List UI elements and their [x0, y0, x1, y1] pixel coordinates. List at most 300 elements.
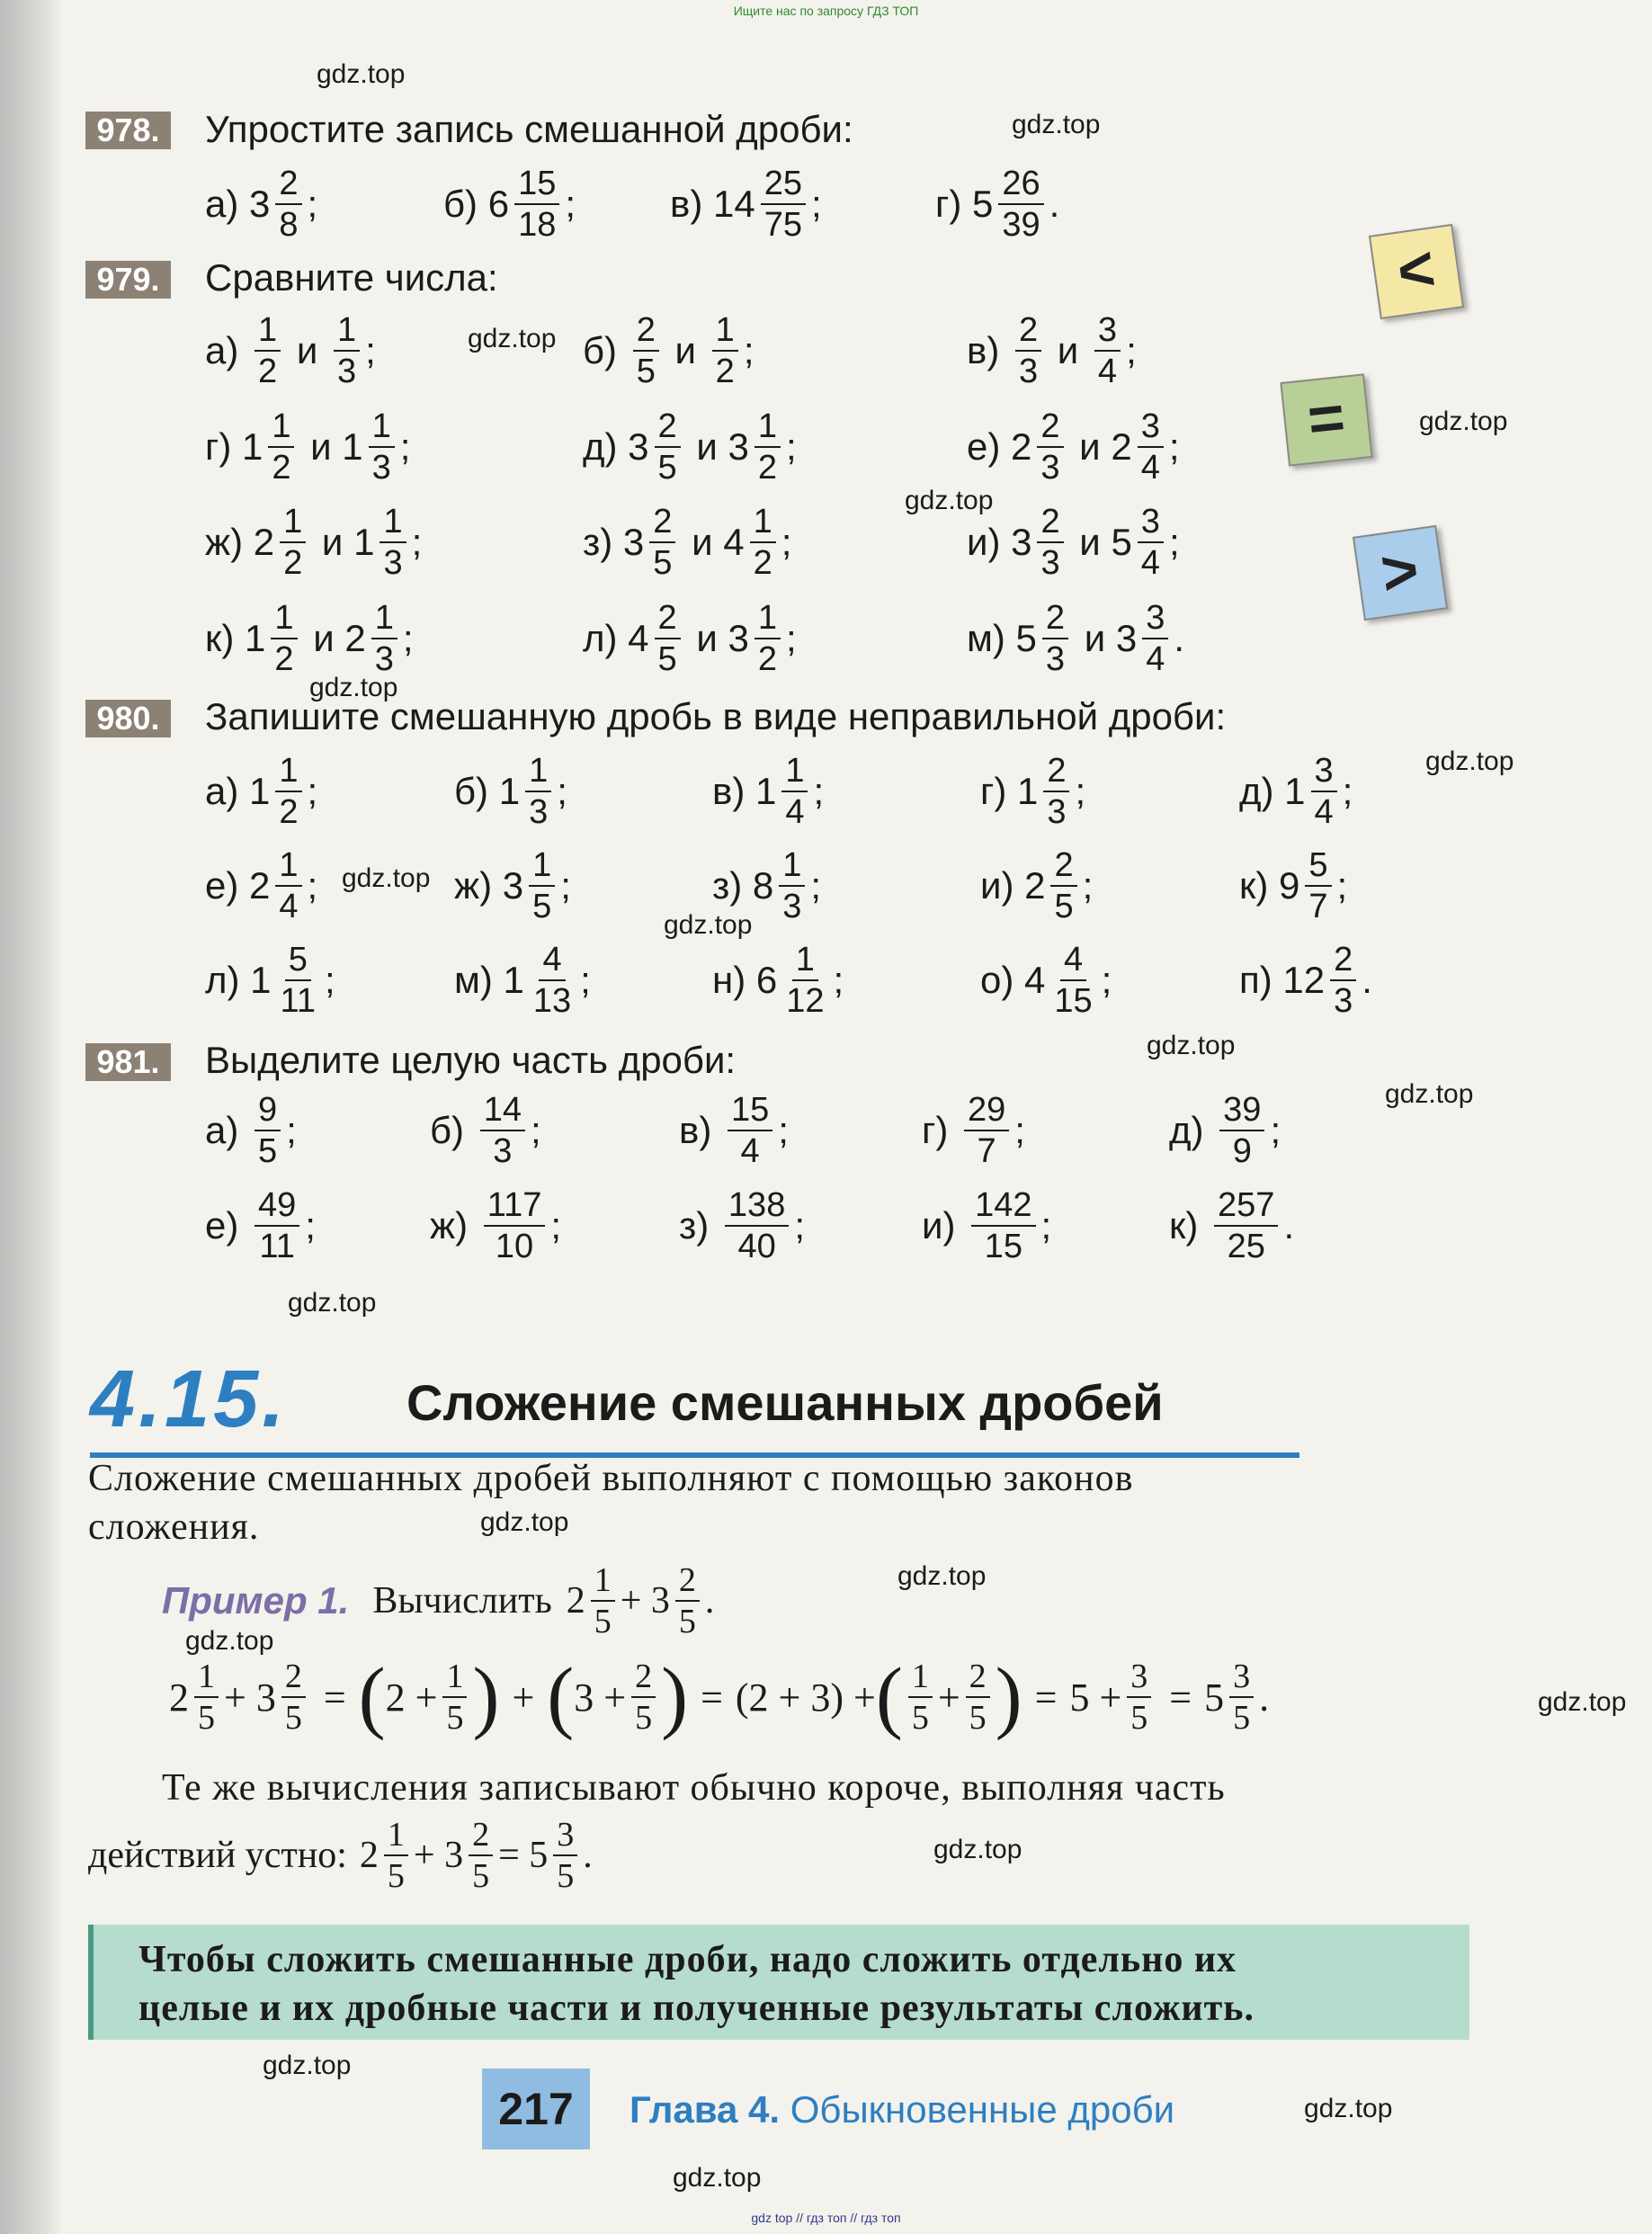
- punctuation: ;: [550, 1204, 562, 1247]
- fraction: [655, 407, 681, 487]
- item-label: л): [205, 959, 251, 1001]
- rule-line-1: Чтобы сложить смешанные дроби, надо сложить отдельно их: [138, 1939, 1237, 1980]
- item-label: з): [712, 864, 753, 907]
- denominator: 3: [529, 793, 549, 831]
- numerator: 9: [254, 1090, 281, 1131]
- exercise-item: [1169, 1090, 1281, 1171]
- numerator: 2: [649, 502, 675, 543]
- denominator: 2: [258, 353, 278, 390]
- less-than-card: <: [1369, 224, 1464, 319]
- numerator: 1: [371, 598, 397, 639]
- denominator: 3: [371, 449, 391, 487]
- denominator: 3: [493, 1132, 513, 1170]
- denominator: 5: [653, 544, 673, 582]
- item-label: б): [443, 183, 488, 225]
- denominator: 40: [737, 1228, 776, 1265]
- whole-part: 1: [249, 770, 271, 812]
- numerator: 5: [1305, 845, 1331, 887]
- denominator: 2: [272, 449, 291, 487]
- whole-part: 2: [253, 521, 275, 563]
- fraction: [275, 845, 301, 926]
- item-label: ж): [454, 864, 503, 907]
- section-title: Сложение смешанных дробей: [406, 1374, 1164, 1431]
- conjunction: и: [1047, 329, 1089, 371]
- top-note: Ищите нас по запросу ГДЗ ТОП: [733, 4, 919, 18]
- fraction: [275, 751, 301, 832]
- watermark: gdz.top: [185, 1626, 274, 1656]
- watermark: gdz.top: [1385, 1079, 1474, 1109]
- fraction: [779, 845, 805, 926]
- numerator: 1: [275, 751, 301, 792]
- denominator: 3: [383, 544, 403, 582]
- rule-line-2: целые и их дробные части и полученные результаты сложить.: [138, 1988, 1255, 2029]
- whole-part: 4: [1024, 959, 1046, 1001]
- exercise-title: Выделите целую часть дроби:: [205, 1039, 737, 1081]
- punctuation: ;: [785, 617, 797, 659]
- exercise-number: 979.: [85, 261, 171, 299]
- punctuation: ;: [813, 770, 825, 812]
- numerator: 2: [275, 164, 301, 205]
- item-label: з): [679, 1204, 719, 1247]
- greater-than-card: >: [1353, 525, 1448, 621]
- denominator: 3: [1040, 544, 1060, 582]
- punctuation: ;: [781, 521, 792, 563]
- fraction: [971, 1185, 1035, 1266]
- fraction: [964, 1090, 1009, 1171]
- denominator: 2: [279, 793, 299, 831]
- exercise-item: [583, 598, 797, 679]
- exercise-item: [454, 845, 571, 926]
- watermark: gdz.top: [288, 1288, 377, 1318]
- whole-part: 1: [250, 959, 272, 1001]
- chapter-title: Обыкновенные дроби: [790, 2088, 1175, 2131]
- numerator: 1: [268, 407, 294, 448]
- denominator: 3: [374, 640, 394, 678]
- equals-card: =: [1280, 373, 1372, 466]
- punctuation: .: [1049, 183, 1060, 225]
- punctuation: ;: [402, 617, 414, 659]
- exercise-item: [205, 1090, 297, 1171]
- rule-box: [88, 1925, 1469, 2040]
- whole-part: 3: [728, 617, 749, 659]
- exercise-number: 980.: [85, 700, 171, 737]
- exercise-item: [935, 164, 1059, 245]
- example-label: Пример 1.: [162, 1579, 350, 1622]
- denominator: 2: [757, 449, 777, 487]
- fraction: [334, 310, 360, 391]
- denominator: 5: [532, 888, 552, 925]
- section-number: 4.15.: [90, 1354, 289, 1444]
- exercise-item: [430, 1185, 561, 1266]
- exercise-item: [443, 164, 576, 245]
- whole-part: 2: [249, 864, 271, 907]
- numerator: 2: [1037, 502, 1063, 543]
- exercise-title: Упростите запись смешанной дроби:: [205, 108, 853, 150]
- denominator: 8: [279, 206, 299, 244]
- rule-text: [138, 1935, 1255, 2033]
- watermark: gdz.top: [1147, 1031, 1236, 1060]
- exercise-item: [967, 502, 1180, 583]
- denominator: 5: [657, 449, 677, 487]
- watermark: gdz.top: [933, 1835, 1022, 1864]
- whole-part: 3: [728, 425, 749, 468]
- short-line-2: действий устно: 2 $\frac{1}{5}$ + 3 $\frac{2}{5}$ = 5 $\frac{3}{5}$ .: [88, 1816, 593, 1895]
- item-label: б): [430, 1109, 475, 1151]
- punctuation: ;: [324, 959, 335, 1001]
- item-label: а): [205, 329, 250, 371]
- watermark: gdz.top: [1012, 110, 1101, 139]
- numerator: 3: [1138, 407, 1164, 448]
- numerator: 1: [712, 310, 738, 352]
- conjunction: и: [685, 617, 728, 659]
- exercise-item: [583, 310, 754, 391]
- exercise-item: [922, 1185, 1051, 1266]
- fraction: [1214, 1185, 1278, 1266]
- item-label: е): [205, 1204, 250, 1247]
- whole-part: 1: [498, 770, 521, 812]
- item-label: в): [967, 329, 1010, 371]
- whole-part: 2: [1011, 425, 1032, 468]
- punctuation: ;: [1101, 959, 1112, 1001]
- whole-part: 1: [1284, 770, 1306, 812]
- fraction: [782, 940, 827, 1021]
- numerator: 2: [655, 598, 681, 639]
- fraction: [1042, 598, 1068, 679]
- item-label: в): [670, 183, 713, 225]
- fraction: [254, 1185, 299, 1266]
- bottom-note: gdz top // гдз топ // гдз топ: [751, 2211, 901, 2225]
- exercise-number: 978.: [85, 112, 171, 149]
- denominator: 4: [1097, 353, 1118, 390]
- punctuation: ;: [565, 183, 576, 225]
- item-label: о): [980, 959, 1025, 1001]
- numerator: 3: [1138, 502, 1164, 543]
- denominator: 3: [1040, 449, 1060, 487]
- whole-part: 2: [344, 617, 366, 659]
- fraction: [480, 1090, 525, 1171]
- punctuation: ;: [743, 329, 755, 371]
- denominator: 3: [336, 353, 357, 390]
- whole-part: 8: [752, 864, 774, 907]
- numerator: 25: [761, 164, 806, 205]
- item-label: а): [205, 183, 250, 225]
- denominator: 3: [1334, 982, 1353, 1020]
- item-label: з): [583, 521, 623, 563]
- fraction: [1142, 598, 1168, 679]
- denominator: 4: [740, 1132, 760, 1170]
- numerator: 15: [514, 164, 559, 205]
- denominator: 15: [984, 1228, 1022, 1265]
- exercise-item: [980, 845, 1093, 926]
- numerator: 3: [1094, 310, 1121, 352]
- fraction: [1219, 1090, 1264, 1171]
- numerator: 2: [1050, 845, 1076, 887]
- item-label: ж): [430, 1204, 478, 1247]
- numerator: 1: [779, 845, 805, 887]
- denominator: 15: [1054, 982, 1093, 1020]
- denominator: 2: [283, 544, 303, 582]
- exercise-item: [205, 751, 317, 832]
- whole-part: 2: [1024, 864, 1046, 907]
- intro-line-2: сложения.: [88, 1506, 260, 1548]
- denominator: 4: [1146, 640, 1165, 678]
- watermark: gdz.top: [309, 673, 398, 702]
- intro-line-1: Сложение смешанных дробей выполняют с помощью законов: [88, 1458, 1134, 1499]
- denominator: 39: [1002, 206, 1040, 244]
- numerator: 5: [285, 940, 311, 981]
- denominator: 3: [1047, 793, 1067, 831]
- numerator: 2: [1043, 751, 1069, 792]
- fraction: [750, 502, 776, 583]
- denominator: 5: [636, 353, 656, 390]
- fraction: [280, 502, 306, 583]
- fraction: [655, 598, 681, 679]
- denominator: 75: [763, 206, 802, 244]
- whole-part: 5: [1015, 617, 1037, 659]
- punctuation: ;: [1270, 1109, 1281, 1151]
- punctuation: ;: [531, 1109, 541, 1151]
- whole-part: 6: [487, 183, 510, 225]
- chapter-footer: [630, 2088, 1174, 2131]
- punctuation: .: [1174, 617, 1185, 659]
- punctuation: ;: [307, 770, 318, 812]
- exercise-item: [1169, 1185, 1294, 1266]
- punctuation: ;: [305, 1204, 316, 1247]
- watermark: gdz.top: [1425, 746, 1514, 776]
- whole-part: 9: [1279, 864, 1300, 907]
- fraction: [1311, 751, 1337, 832]
- conjunction: и: [302, 617, 345, 659]
- fraction: [1330, 940, 1356, 1021]
- numerator: 2: [1330, 940, 1356, 981]
- exercise-item: [1239, 940, 1372, 1021]
- exercise-item: [670, 164, 822, 245]
- fraction: [1037, 407, 1063, 487]
- punctuation: ;: [1075, 770, 1086, 812]
- item-label: г): [922, 1109, 959, 1151]
- fraction: [649, 502, 675, 583]
- exercise-item: [205, 1185, 316, 1266]
- punctuation: ;: [833, 959, 844, 1001]
- fraction: [1015, 310, 1041, 391]
- fraction: [1305, 845, 1331, 926]
- fraction: [761, 164, 806, 245]
- denominator: 5: [1054, 888, 1074, 925]
- exercise-item: [679, 1090, 789, 1171]
- fraction: [1043, 751, 1069, 832]
- exercise-item: [205, 845, 317, 926]
- denominator: 2: [753, 544, 772, 582]
- punctuation: ;: [286, 1109, 297, 1151]
- exercise-title: Запишите смешанную дробь в виде неправильной дроби:: [205, 695, 1227, 737]
- punctuation: ;: [411, 521, 423, 563]
- conjunction: и: [681, 521, 724, 563]
- item-label: е): [967, 425, 1012, 468]
- example-line: Пример 1. Вычислить 2 $\frac{1}{5}$ + 3 $\frac{2}{5}$ .: [162, 1561, 715, 1640]
- denominator: 2: [757, 640, 777, 678]
- numerator: 2: [1042, 598, 1068, 639]
- denominator: 2: [274, 640, 294, 678]
- exercise-item: [967, 598, 1184, 679]
- fraction: [254, 1090, 281, 1171]
- exercise-item: [967, 310, 1137, 391]
- whole-part: 3: [502, 864, 524, 907]
- exercise-item: [980, 751, 1085, 832]
- item-label: г): [980, 770, 1017, 812]
- exercise-title: Сравните числа:: [205, 256, 498, 299]
- numerator: 1: [755, 598, 781, 639]
- conjunction: и: [685, 425, 728, 468]
- numerator: 1: [334, 310, 360, 352]
- denominator: 12: [786, 982, 825, 1020]
- fraction: [268, 407, 294, 487]
- exercise-item: [583, 407, 797, 487]
- fraction: [781, 751, 808, 832]
- fraction: [1050, 845, 1076, 926]
- watermark: gdz.top: [317, 59, 406, 89]
- watermark: gdz.top: [1538, 1687, 1627, 1717]
- item-label: л): [583, 617, 629, 659]
- whole-part: 3: [628, 425, 649, 468]
- item-label: д): [583, 425, 629, 468]
- fraction: [275, 164, 301, 245]
- fraction: [529, 845, 555, 926]
- punctuation: ;: [778, 1109, 789, 1151]
- denominator: 3: [1018, 353, 1039, 390]
- fraction: [633, 310, 659, 391]
- punctuation: .: [1362, 959, 1372, 1001]
- conjunction: и: [1068, 425, 1112, 468]
- item-label: б): [454, 770, 499, 812]
- exercise-item: [205, 164, 317, 245]
- fraction: [1050, 940, 1095, 1021]
- example-text: Вычислить: [372, 1580, 552, 1622]
- exercise-item: [922, 1090, 1025, 1171]
- exercise-item: [205, 310, 376, 391]
- numerator: 2: [633, 310, 659, 352]
- exercise-item: [583, 502, 791, 583]
- punctuation: ;: [399, 425, 411, 468]
- numerator: 1: [369, 407, 395, 448]
- punctuation: .: [1283, 1204, 1295, 1247]
- conjunction: и: [664, 329, 707, 371]
- fraction: [277, 940, 319, 1021]
- denominator: 5: [258, 1132, 278, 1170]
- numerator: 1: [275, 845, 301, 887]
- denominator: 9: [1232, 1132, 1252, 1170]
- exercise-item: [712, 751, 824, 832]
- denominator: 4: [279, 888, 299, 925]
- item-label: д): [1239, 770, 1285, 812]
- punctuation: ;: [560, 864, 571, 907]
- denominator: 3: [1045, 640, 1066, 678]
- fraction: [530, 940, 575, 1021]
- denominator: 4: [1140, 544, 1160, 582]
- exercise-item: [967, 407, 1180, 487]
- item-label: г): [205, 425, 242, 468]
- whole-part: 3: [622, 521, 645, 563]
- fraction: [755, 598, 781, 679]
- fraction: [271, 598, 297, 679]
- fraction: [1138, 407, 1164, 487]
- denominator: 4: [1140, 449, 1160, 487]
- item-label: к): [1239, 864, 1280, 907]
- whole-part: 12: [1282, 959, 1326, 1001]
- whole-part: 5: [1111, 521, 1132, 563]
- punctuation: ;: [1168, 425, 1180, 468]
- numerator: 3: [1142, 598, 1168, 639]
- fraction: [514, 164, 559, 245]
- denominator: 18: [518, 206, 557, 244]
- denominator: 5: [657, 640, 677, 678]
- numerator: 1: [792, 940, 818, 981]
- conjunction: и: [311, 521, 354, 563]
- fraction: [254, 310, 281, 391]
- numerator: 1: [529, 845, 555, 887]
- numerator: 1: [781, 751, 808, 792]
- item-label: п): [1239, 959, 1283, 1001]
- watermark: gdz.top: [897, 1561, 987, 1591]
- exercise-item: [1239, 751, 1353, 832]
- punctuation: ;: [1168, 521, 1180, 563]
- denominator: 2: [715, 353, 735, 390]
- numerator: 1: [280, 502, 306, 543]
- exercise-item: [205, 940, 335, 1021]
- fraction: [1094, 310, 1121, 391]
- exercise-item: [712, 845, 821, 926]
- numerator: 29: [964, 1090, 1009, 1131]
- exercise-number: 981.: [85, 1043, 171, 1081]
- watermark: gdz.top: [905, 486, 994, 515]
- numerator: 257: [1214, 1185, 1278, 1227]
- fraction: [755, 407, 781, 487]
- numerator: 3: [1311, 751, 1337, 792]
- numerator: 39: [1219, 1090, 1264, 1131]
- conjunction: и: [286, 329, 328, 371]
- punctuation: ;: [794, 1204, 805, 1247]
- whole-part: 1: [503, 959, 524, 1001]
- whole-part: 1: [353, 521, 375, 563]
- exercise-item: [1239, 845, 1347, 926]
- numerator: 117: [484, 1185, 546, 1227]
- punctuation: ;: [810, 864, 822, 907]
- item-label: г): [935, 183, 972, 225]
- numerator: 2: [1015, 310, 1041, 352]
- whole-part: 2: [1111, 425, 1132, 468]
- page-number: 217: [482, 2069, 590, 2149]
- example-solution: 2 $\frac{1}{5}$ + 3 $\frac{2}{5}$ = ( 2 + $\frac{1}{5}$ ) + ( 3 + $\frac{2}{5}$ ) = (2 + 3) + ( $\frac{1}{5}$ + $\frac{2}{5}$ ) = 5 + $\frac{3}{5}$ = 5 $\frac{3}{5}$ .: [169, 1652, 1270, 1741]
- punctuation: ;: [785, 425, 797, 468]
- item-label: м): [967, 617, 1016, 659]
- watermark: gdz.top: [263, 2051, 352, 2080]
- fraction: [728, 1090, 772, 1171]
- punctuation: ;: [1342, 770, 1353, 812]
- whole-part: 3: [1011, 521, 1032, 563]
- whole-part: 1: [755, 770, 777, 812]
- fraction: [525, 751, 551, 832]
- denominator: 11: [280, 982, 316, 1020]
- numerator: 1: [271, 598, 297, 639]
- punctuation: ;: [1014, 1109, 1025, 1151]
- denominator: 7: [977, 1132, 996, 1170]
- fraction: [369, 407, 395, 487]
- item-label: н): [712, 959, 756, 1001]
- item-label: в): [679, 1109, 722, 1151]
- watermark: gdz.top: [342, 863, 431, 893]
- item-label: м): [454, 959, 504, 1001]
- numerator: 1: [755, 407, 781, 448]
- numerator: 138: [725, 1185, 789, 1227]
